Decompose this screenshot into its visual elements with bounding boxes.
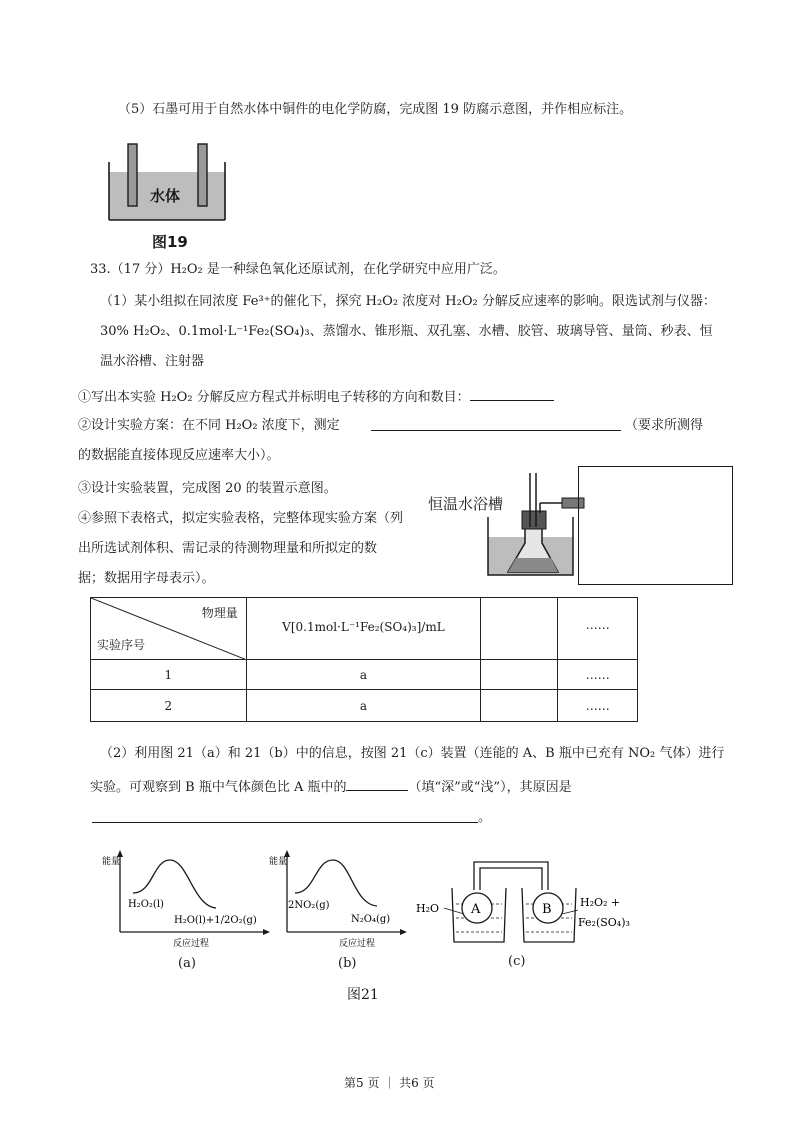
q33-item1 <box>78 386 554 408</box>
q33-p2-line2 <box>90 776 572 798</box>
figure-21b-energy-diagram <box>265 848 410 953</box>
q33-item2 <box>78 416 340 436</box>
figure-19 <box>105 140 230 225</box>
row-number: 1 <box>91 660 247 690</box>
bottle-a-label: A <box>471 902 481 917</box>
figure-21c-apparatus <box>412 848 652 948</box>
q33-item4-c: 据；数据用字母表示）。 <box>78 571 215 586</box>
q32-part5: （5）石墨可用于自然水体中铜件的电化学防腐，完成图 19 防腐示意图，并作相应标注。 <box>118 102 633 117</box>
q33-item3: ③设计实验装置，完成图 20 的装置示意图。 <box>78 481 337 496</box>
stopper <box>522 511 546 529</box>
row-fe-volume: a <box>246 690 480 722</box>
q33-p1-line1: （1）某小组拟在同浓度 Fe³⁺的催化下，探究 H₂O₂ 浓度对 H₂O₂ 分解反应速率的影响。限选试剂与仪器： <box>100 294 716 309</box>
q33-p1-line2: 30% H₂O₂、0.1mol·L⁻¹Fe₂(SO₄)₃、蒸馏水、锥形瓶、双孔塞、水槽、胶管、玻璃导管、量筒、秒表、恒 <box>100 324 713 339</box>
q33-header: 33.（17 分）H₂O₂ 是一种绿色氧化还原试剂，在化学研究中应用广泛。 <box>90 262 506 277</box>
diag-top-label: 物理量 <box>201 606 238 620</box>
table-diagonal-header <box>91 598 247 660</box>
fig20-label: 恒温水浴槽 <box>428 495 504 513</box>
fig21a-right-label: H₂O(l)+1/2O₂(g) <box>174 915 257 926</box>
table-row <box>91 690 638 722</box>
fig21c-right-label-1: H₂O₂ + <box>580 896 621 909</box>
item1-text: ①写出本实验 H₂O₂ 分解反应方程式并标明电子转移的方向和数目： <box>78 390 470 405</box>
row-number: 2 <box>91 690 247 722</box>
bottle-b-label: B <box>542 902 552 917</box>
electrode-right <box>198 144 207 206</box>
col-fe-volume-header: V[0.1mol·L⁻¹Fe₂(SO₄)₃]/mL <box>246 598 480 660</box>
row-dots: …… <box>558 660 638 690</box>
q33-item4-a: ④参照下表格式，拟定实验表格，完整体现实验方案（列 <box>78 511 404 526</box>
fig21a-left-label: H₂O₂(l) <box>128 899 164 910</box>
row-dots: …… <box>558 690 638 722</box>
figure-19-caption: 图19 <box>152 233 188 251</box>
fig20-answer-box[interactable] <box>578 466 733 585</box>
row-blank-cell[interactable] <box>481 660 558 690</box>
q33-p1-line3: 温水浴槽、注射器 <box>100 354 205 369</box>
answer-blank-2[interactable] <box>371 430 621 431</box>
diag-bottom-label: 实验序号 <box>97 638 146 652</box>
fig21c-left-label: H₂O <box>416 902 440 915</box>
page-footer: 第5 页 ｜ 共6 页 <box>344 1076 435 1090</box>
figure-21-caption: 图21 <box>347 987 379 1003</box>
water-label: 水体 <box>150 187 181 205</box>
p2-end: 。 <box>478 810 492 825</box>
experiment-table <box>90 597 638 722</box>
item2-note: （要求所测得 <box>625 418 704 433</box>
col-dots-header: …… <box>558 598 638 660</box>
figure-20-apparatus <box>480 465 590 585</box>
p2-text-a: 实验。可观察到 B 瓶中气体颜色比 A 瓶中的 <box>90 780 347 795</box>
fig21b-right-label: N₂O₄(g) <box>351 914 391 925</box>
electrode-left <box>128 144 137 206</box>
col-blank-header[interactable] <box>481 598 558 660</box>
fig21b-ylabel: 能量 <box>269 857 288 867</box>
row-blank-cell[interactable] <box>481 690 558 722</box>
p2-text-b: （填“深”或“浅”），其原因是 <box>408 780 572 795</box>
q33-item2-cont: 的数据能直接体现反应速率大小）。 <box>78 448 280 463</box>
answer-blank-color[interactable] <box>346 776 408 791</box>
fig21c-tag: (c) <box>508 954 526 969</box>
fig21b-xlabel: 反应过程 <box>339 939 376 949</box>
answer-blank-1[interactable] <box>470 386 554 401</box>
flask-liquid <box>508 558 558 572</box>
answer-blank-reason[interactable] <box>92 822 478 823</box>
fig21b-tag: (b) <box>338 956 357 971</box>
q33-p2-line1: （2）利用图 21（a）和 21（b）中的信息，按图 21（c）装置（连能的 A、B 瓶中已充有 NO₂ 气体）进行 <box>100 746 725 761</box>
q33-item4-b: 出所选试剂体积、需记录的待测物理量和所拟定的数 <box>78 541 378 556</box>
fig21a-xlabel: 反应过程 <box>173 939 210 949</box>
item2-text: ②设计实验方案：在不同 H₂O₂ 浓度下，测定 <box>78 418 340 433</box>
row-fe-volume: a <box>246 660 480 690</box>
figure-21a-energy-diagram <box>98 848 273 953</box>
fig21c-right-label-2: Fe₂(SO₄)₃ <box>578 916 630 929</box>
fig21b-left-label: 2NO₂(g) <box>288 900 330 911</box>
fig21a-tag: (a) <box>178 956 196 971</box>
table-row <box>91 660 638 690</box>
fig21a-ylabel: 能量 <box>102 857 121 867</box>
